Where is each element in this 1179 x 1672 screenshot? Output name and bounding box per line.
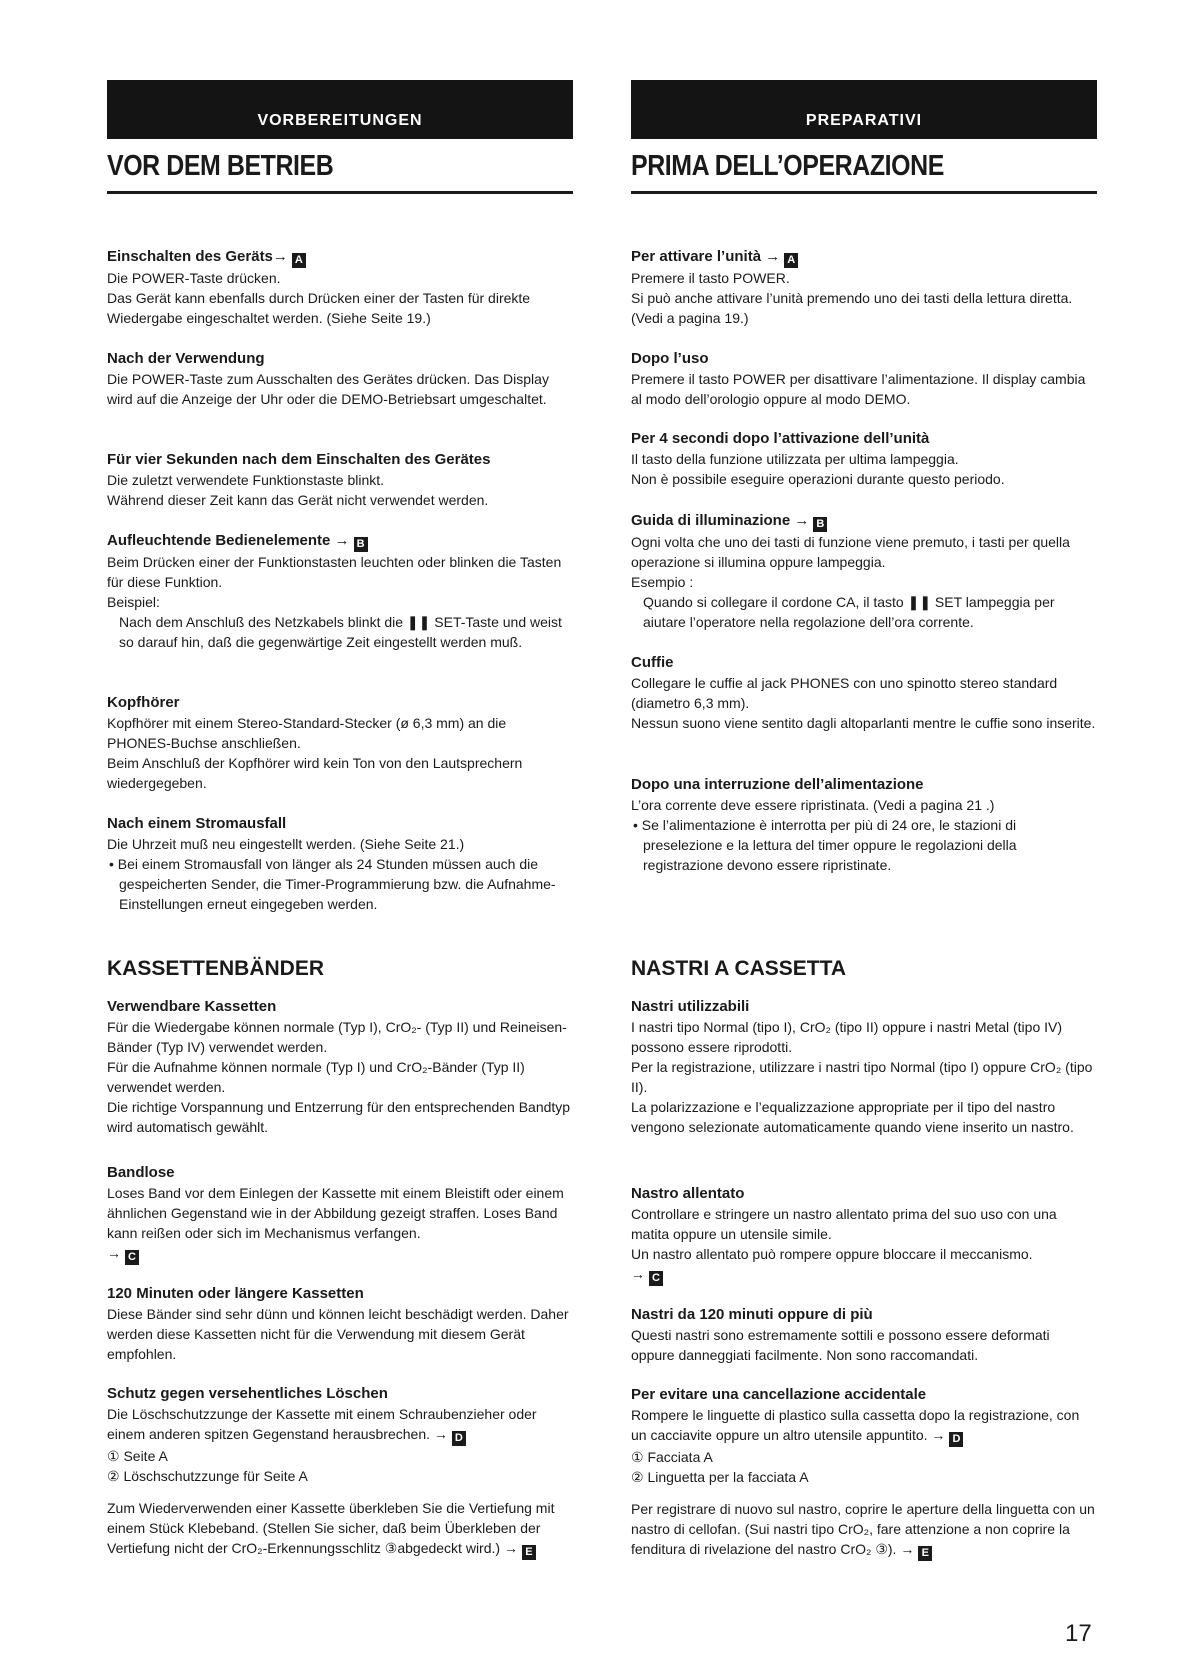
heading: Kopfhörer	[107, 694, 180, 711]
paragraph: Nach dem Anschluß des Netzkabels blinkt die ❚❚ SET-Taste und weist so darauf hin, daß die gegenwärtige Zeit eingestellt werden muß.	[119, 614, 562, 650]
paragraph: Loses Band vor dem Einlegen der Kassette mit einem Bleistift oder einem ähnlichen Gegenstand wie in der Abbildung gezeigt straffen. Loses Band kann reißen oder sich im Mechanismus verfangen.	[107, 1185, 564, 1241]
paragraph: Während dieser Zeit kann das Gerät nicht verwendet werden.	[107, 492, 489, 508]
heading: Dopo una interruzione dell’alimentazione	[631, 776, 924, 793]
paragraph: Für die Aufnahme können normale (Typ I) und CrO₂-Bänder (Typ II) verwendet werden.	[107, 1059, 525, 1095]
section-power-failure	[107, 813, 573, 914]
paragraph-text: Die Löschschutzzunge der Kassette mit einem Schraubenzieher oder einem anderen spitzen Gegenstand herausbrechen. →	[107, 1406, 537, 1442]
heading	[631, 246, 1097, 268]
section-four-seconds	[631, 428, 1097, 489]
paragraph: Premere il tasto POWER per disattivare l’alimentazione. Il display cambia al modo dell’orologio oppure al modo DEMO.	[631, 371, 1086, 407]
paragraph: Il tasto della funzione utilizzata per ultima lampeggia.	[631, 451, 959, 467]
paragraph: L’ora corrente deve essere ripristinata. (Vedi a pagina 21 .)	[631, 797, 995, 813]
heading: Dopo l’uso	[631, 350, 709, 367]
arrow-icon: →	[631, 1266, 645, 1282]
section-power-failure	[631, 774, 1097, 875]
paragraph: Die POWER-Taste drücken.	[107, 270, 281, 286]
list-item: ② Löschschutzzunge für Seite A	[107, 1468, 308, 1484]
paragraph: Kopfhörer mit einem Stereo-Standard-Stecker (ø 6,3 mm) an die PHONES-Buchse anschließen.	[107, 715, 507, 751]
paragraph: Die POWER-Taste zum Ausschalten des Gerätes drücken. Das Display wird auf die Anzeige der Uhr oder die DEMO-Betriebsart umgeschaltet.	[107, 371, 549, 407]
paragraph: Beim Anschluß der Kopfhörer wird kein Ton von den Lautsprechern wiedergegeben.	[107, 755, 523, 791]
section-banner	[107, 80, 573, 139]
heading-text: Einschalten des Geräts→	[107, 248, 288, 265]
banner-label: PREPARATIVI	[805, 112, 923, 129]
figure-ref-icon: A	[784, 253, 798, 268]
paragraph-text: Per registrare di nuovo sul nastro, coprire le aperture della linguetta con un nastro di cellofan. (Sui nastri tipo CrO₂, fare attenzione a non coprire la fenditura di rivelazione del nastro CrO₂ ③). →	[631, 1501, 1095, 1557]
heading	[107, 246, 573, 268]
paragraph: Esempio :	[631, 574, 694, 590]
page-number: 17	[1065, 1620, 1092, 1647]
paragraph: Questi nastri sono estremamente sottili e possono essere deformati oppure danneggiati facilmente. Non sono raccomandati.	[631, 1327, 1050, 1363]
heading: Per evitare una cancellazione accidentale	[631, 1386, 927, 1403]
title-divider	[631, 191, 1097, 194]
banner-label: VORBEREITUNGEN	[257, 112, 423, 129]
paragraph: Beispiel:	[107, 594, 160, 610]
bullet-item: • Se l’alimentazione è interrotta per più di 24 ore, le stazioni di preselezione e la lettura del timer oppure le regolazioni della registrazione devono essere ripristinate.	[633, 817, 1017, 873]
section-erase-protection	[631, 1384, 1097, 1561]
section-power-on	[631, 246, 1097, 328]
paragraph: Si può anche attivare l’unità premendo uno dei tasti della lettura diretta. (Vedi a pagina 19.)	[631, 290, 1073, 326]
arrow-icon: →	[107, 1245, 121, 1261]
figure-ref-icon: E	[522, 1545, 536, 1560]
paragraph: Nessun suono viene sentito dagli altoparlanti mentre le cuffie sono inserite.	[631, 715, 1096, 731]
heading: Bandlose	[107, 1164, 175, 1181]
section-title: KASSETTENBÄNDER	[107, 957, 325, 980]
paragraph: Premere il tasto POWER.	[631, 270, 790, 286]
heading: Nastri da 120 minuti oppure di più	[631, 1306, 873, 1323]
paragraph: Collegare le cuffie al jack PHONES con uno spinotto stereo standard (diametro 6,3 mm).	[631, 675, 1058, 711]
paragraph: Beim Drücken einer der Funktionstasten leuchten oder blinken die Tasten für diese Funktion.	[107, 554, 562, 590]
paragraph: Das Gerät kann ebenfalls durch Drücken einer der Tasten für direkte Wiedergabe eingeschaltet werden. (Siehe Seite 19.)	[107, 290, 531, 326]
section-title: NASTRI A CASSETTA	[631, 957, 847, 980]
section-illumination	[631, 510, 1097, 632]
figure-ref-icon: C	[649, 1271, 663, 1286]
page-title: PRIMA DELL’OPERAZIONE	[631, 150, 944, 182]
heading-text: Per attivare l’unità →	[631, 248, 781, 265]
heading	[107, 530, 573, 552]
section-headphones	[631, 652, 1097, 733]
heading: Für vier Sekunden nach dem Einschalten des Gerätes	[107, 451, 491, 468]
paragraph: Die richtige Vorspannung und Entzerrung für den entsprechenden Bandtyp wird automatisch gewählt.	[107, 1099, 571, 1135]
paragraph: Per la registrazione, utilizzare i nastri tipo Normal (tipo I) oppure CrO₂ (tipo II).	[631, 1059, 1093, 1095]
paragraph: Diese Bänder sind sehr dünn und können leicht beschädigt werden. Daher werden diese Kassetten nicht für die Verwendung mit diesem Gerät empfohlen.	[107, 1306, 569, 1362]
title-divider	[107, 191, 573, 194]
paragraph	[631, 1264, 1097, 1286]
paragraph: Für die Wiedergabe können normale (Typ I), CrO₂- (Typ II) und Reineisen-Bänder (Typ IV) verwendet werden.	[107, 1019, 567, 1055]
paragraph: Die Uhrzeit muß neu eingestellt werden. (Siehe Seite 21.)	[107, 836, 465, 852]
list-item: ① Facciata A	[631, 1449, 713, 1465]
heading: Schutz gegen versehentliches Löschen	[107, 1385, 388, 1402]
section-long-cassettes	[107, 1283, 573, 1364]
figure-ref-icon: D	[949, 1432, 963, 1447]
paragraph	[107, 1243, 573, 1265]
figure-ref-icon: D	[452, 1431, 466, 1446]
heading: Nach einem Stromausfall	[107, 815, 287, 832]
section-banner	[631, 80, 1097, 139]
paragraph	[107, 1498, 573, 1560]
paragraph: Non è possibile eseguire operazioni durante questo periodo.	[631, 471, 1005, 487]
heading: Cuffie	[631, 654, 674, 671]
heading-text: Aufleuchtende Bedienelemente →	[107, 532, 350, 549]
paragraph-text: Zum Wiederverwenden einer Kassette überkleben Sie die Vertiefung mit einem Stück Klebeband. (Stellen Sie sicher, daß beim Überkleben der Vertiefung nicht der CrO₂-Erkennungsschlitz ③abgedeckt wird.) →	[107, 1500, 555, 1556]
figure-ref-icon: B	[354, 537, 368, 552]
heading: 120 Minuten oder längere Kassetten	[107, 1285, 364, 1302]
section-power-on	[107, 246, 573, 328]
section-slack-tape	[107, 1162, 573, 1265]
paragraph	[631, 1405, 1097, 1447]
paragraph: I nastri tipo Normal (tipo I), CrO₂ (tipo II) oppure i nastri Metal (tipo IV) possono essere riprodotti.	[631, 1019, 1063, 1055]
paragraph	[107, 1404, 573, 1446]
figure-ref-icon: C	[125, 1250, 139, 1265]
paragraph-text: Rompere le linguette di plastico sulla cassetta dopo la registrazione, con un cacciavite oppure un altro utensile appuntito. →	[631, 1407, 1080, 1443]
heading: Verwendbare Kassetten	[107, 998, 277, 1015]
list-item: ① Seite A	[107, 1448, 168, 1464]
paragraph: La polarizzazione e l’equalizzazione appropriate per il tipo del nastro vengono selezionate automaticamente quando viene inserito un nastro.	[631, 1099, 1074, 1135]
section-usable-cassettes	[107, 996, 573, 1137]
bullet-item: • Bei einem Stromausfall von länger als 24 Stunden müssen auch die gespeicherten Sender, die Timer-Programmierung bzw. die Aufnahme-Einstellungen erneut eingegeben werden.	[109, 856, 556, 912]
figure-ref-icon: A	[292, 253, 306, 268]
paragraph: Quando si collegare il cordone CA, il tasto ❚❚ SET lampeggia per aiutare l’operatore nella regolazione dell’ora corrente.	[643, 594, 1055, 630]
list-item: ② Linguetta per la facciata A	[631, 1469, 809, 1485]
section-four-seconds	[107, 449, 573, 510]
paragraph: Un nastro allentato può rompere oppure bloccare il meccanismo.	[631, 1246, 1033, 1262]
heading: Nach der Verwendung	[107, 350, 265, 367]
section-usable-cassettes	[631, 996, 1097, 1137]
section-after-use	[631, 348, 1097, 409]
figure-ref-icon: B	[813, 517, 827, 532]
section-illumination	[107, 530, 573, 652]
heading: Per 4 secondi dopo l’attivazione dell’unità	[631, 430, 930, 447]
section-after-use	[107, 348, 573, 409]
paragraph: Controllare e stringere un nastro allentato prima del suo uso con una matita oppure un utensile simile.	[631, 1206, 1057, 1242]
paragraph	[631, 1499, 1097, 1561]
section-long-cassettes	[631, 1304, 1097, 1365]
figure-ref-icon: E	[918, 1546, 932, 1561]
section-slack-tape	[631, 1183, 1097, 1286]
paragraph: Ogni volta che uno dei tasti di funzione viene premuto, i tasti per quella operazione si illumina oppure lampeggia.	[631, 534, 1070, 570]
paragraph: Die zuletzt verwendete Funktionstaste blinkt.	[107, 472, 385, 488]
section-headphones	[107, 692, 573, 793]
heading-text: Guida di illuminazione →	[631, 512, 810, 529]
page-title: VOR DEM BETRIEB	[107, 150, 334, 182]
heading	[631, 510, 1097, 532]
heading: Nastro allentato	[631, 1185, 745, 1202]
section-erase-protection	[107, 1383, 573, 1560]
heading: Nastri utilizzabili	[631, 998, 750, 1015]
